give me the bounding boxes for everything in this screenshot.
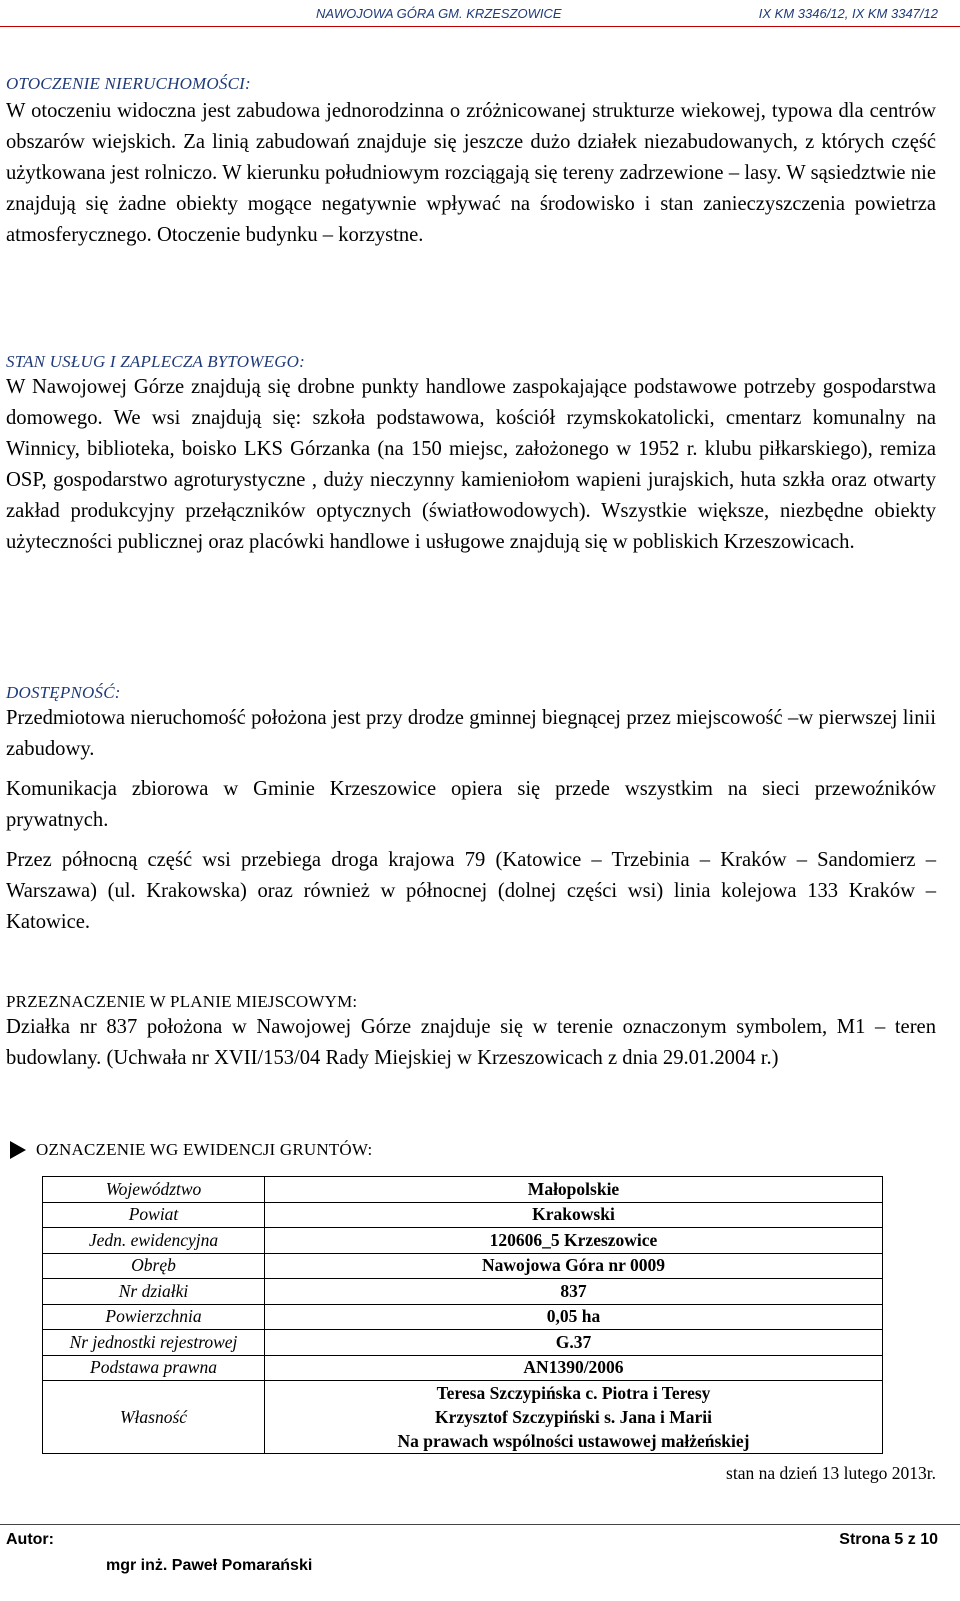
table-row [43,1253,883,1279]
owner-line: Teresa Szczypińska c. Piotra i Teresy [436,1383,711,1403]
footer-author-label: Autor: [6,1531,54,1548]
table-row [43,1177,883,1203]
section-otoczenie [6,74,936,251]
section-paragraph: Przedmiotowa nieruchomość położona jest przy drodze gminnej biegnącej przez miejscowość –w pierwszej linii zabudowy. [6,707,936,760]
owner-line: Krzysztof Szczypiński s. Jana i Marii [434,1407,713,1427]
table-value: 837 [265,1279,883,1305]
footer-rule [0,1524,960,1525]
table-row [43,1381,883,1454]
section-heading: STAN USŁUG I ZAPLECZA BYTOWEGO: [6,352,306,371]
table-key: Nr jednostki rejestrowej [43,1330,265,1356]
section-dostepnosc [6,683,936,938]
table-row [43,1228,883,1254]
table-key: Nr działki [43,1279,265,1305]
table-value: 0,05 ha [265,1304,883,1330]
section-heading: PRZEZNACZENIE W PLANIE MIEJSCOWYM: [6,992,358,1011]
footer-page-number: Strona 5 z 10 [839,1531,938,1548]
table-value: G.37 [265,1330,883,1356]
section-paragraph: Przez północną część wsi przebiega droga krajowa 79 (Katowice – Trzebinia – Kraków – Sandomierz – Warszawa) (ul. Krakowska) oraz również w północnej (dolnej części wsi) linia kolejowa 133 Kraków – Katowice. [6,849,936,933]
table-value: AN1390/2006 [265,1355,883,1381]
page-header [0,4,960,24]
table-key: Obręb [43,1253,265,1279]
table-value [265,1381,883,1454]
table-row [43,1355,883,1381]
owner-line: Na prawach wspólności ustawowej małżeńskiej [397,1431,750,1451]
header-plot-numbers: IX KM 3346/12, IX KM 3347/12 [758,6,938,21]
section-stan-uslug [6,352,936,558]
section-paragraph: W otoczeniu widoczna jest zabudowa jednorodzinna o zróżnicowanej strukturze wiekowej, typowa dla centrów obszarów wiejskich. Za linią zabudowań znajduje się jeszcze dużo działek niezabudowanych, z których część użytkowana jest rolniczo. W kierunku południowym rozciągają się tereny zadrzewione – lasy. W sąsiedztwie nie znajdują się żadne obiekty mogące negatywnie wpływać na środowisko i stan zanieczyszczenia powietrza atmosferycznego. Otoczenie budynku – korzystne. [6,100,936,246]
section-paragraph: W Nawojowej Górze znajdują się drobne punkty handlowe zaspokajające podstawowe potrzeby gospodarstwa domowego. We wsi znajdują się: szkoła podstawowa, kościół rzymskokatolicki, cmentarz komunalny na Winnicy, biblioteka, boisko LKS Górzanka (na 150 miejsc, założonego w 1952 r. klubu piłkarskiego), remiza OSP, gospodarstwo agroturystyczne , duży nieczynny kamieniołom wapieni jurajskich, huta szkła oraz otwarty zakład produkcyjny przełączników optycznych (światłowodowych). Wszystkie większe, niezbędne obiekty użyteczności publicznej oraz placówki handlowe i usługowe znajdują się w pobliskich Krzeszowicach. [6,376,936,553]
land-register-table [42,1176,883,1454]
section-przeznaczenie [6,992,936,1074]
table-row [43,1202,883,1228]
table-value: Nawojowa Góra nr 0009 [265,1253,883,1279]
section-heading: DOSTĘPNOŚĆ: [6,683,121,702]
status-date: stan na dzień 13 lutego 2013r. [726,1463,936,1483]
table-key: Jedn. ewidencyjna [43,1228,265,1254]
table-row [43,1304,883,1330]
table-key: Powiat [43,1202,265,1228]
table-key: Własność [43,1381,265,1454]
header-rule [0,26,960,27]
section-heading: OZNACZENIE WG EWIDENCJI GRUNTÓW: [36,1140,373,1159]
table-row [43,1330,883,1356]
header-location: NAWOJOWA GÓRA GM. KRZESZOWICE [316,6,562,21]
table-value: Małopolskie [265,1177,883,1203]
arrow-right-icon [10,1141,26,1159]
table-value: Krakowski [265,1202,883,1228]
footer-author-name: mgr inż. Paweł Pomarański [106,1557,313,1574]
section-paragraph: Komunikacja zbiorowa w Gminie Krzeszowice opiera się przede wszystkim na sieci przewoźników prywatnych. [6,778,936,831]
table-key: Powierzchnia [43,1304,265,1330]
section-paragraph: Działka nr 837 położona w Nawojowej Górze znajduje się w terenie oznaczonym symbolem, M1 – teren budowlany. (Uchwała nr XVII/153/04 Rady Miejskiej w Krzeszowicach z dnia 29.01.2004 r.) [6,1016,936,1069]
table-row [43,1279,883,1305]
section-oznaczenie [10,1140,940,1160]
table-key: Podstawa prawna [43,1355,265,1381]
table-key: Województwo [43,1177,265,1203]
table-value: 120606_5 Krzeszowice [265,1228,883,1254]
section-heading: OTOCZENIE NIERUCHOMOŚCI: [6,74,251,93]
